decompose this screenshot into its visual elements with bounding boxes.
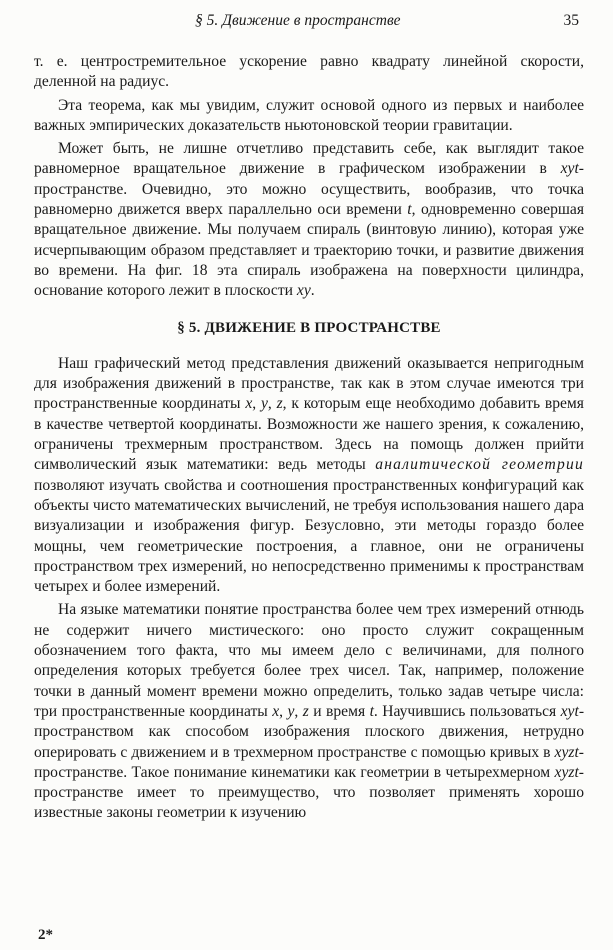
text-run: . Научившись пользоваться [373,702,561,720]
text-run: Может быть, не лишне отчетливо представить себе, как выглядит такое равномерное вращательное движение в графическом изображении в [34,140,584,178]
signature-mark: 2* [38,927,53,943]
math-variable: y [260,395,268,413]
paragraph-2 [34,96,584,137]
math-variable: xyt [560,160,579,178]
paragraph-2-text: Эта теорема, как мы увидим, служит основой одного из первых и наиболее важных эмпирических доказательств ньютоновской теории гравитации. [34,96,584,134]
math-variable: z [302,702,309,720]
paragraph-4 [34,354,584,598]
paragraph-1-text: т. е. центростремительное ускорение равно квадрату линейной скорости, деленной на радиус. [34,53,584,91]
text-run: , [252,395,261,413]
page-body [34,52,584,824]
paragraph-3 [34,139,584,301]
math-variable: xyzt [554,763,579,781]
text-run: -пространстве имеет то преимущество, что позволяет применять хорошо известные законы геометрии к изучению [34,763,584,822]
section-heading: § 5. ДВИЖЕНИЕ В ПРОСТРАНСТВЕ [177,319,441,336]
math-variable: z [276,395,283,413]
text-run: -пространством как способом изображения плоского движения, нетрудно оперировать с движением и в трехмерном пространстве с помощью кривых в [34,702,585,761]
math-variable: x [272,702,280,720]
text-run: Наш графический метод представления движений оказывается непригодным для изображения движений в пространстве, так как в этом случае имеются три пространственные координаты [34,354,584,413]
text-run: -пространстве. Такое понимание кинематики как геометрии в четырехмерном [34,743,584,781]
text-run: и время [308,702,370,720]
text-run: , к которым еще необходимо добавить время в качестве четвертой координаты. Возможности же нашего зрения, к сожалению, ограничены трехмерным пространством. Здесь на помощь должен прийти символический язык математики: ведь методы [34,395,584,474]
text-run: , [279,702,288,720]
paragraph-5 [34,600,584,823]
math-variable: x [245,395,253,413]
text-run: позволяют изучать свойства и соотношения пространственных конфигураций как объекты чисто математических вычислений, не требуя использования нашего дара визуализации и изображения фигур. Безусловно, эти методы гораздо более мощны, чем геометрические построения, а главное, они не ограничены пространством трех измерений, но непосредственно применимы к пространствам четырех и более измерений. [34,476,584,596]
text-run: . [310,282,315,300]
page-number: 35 [563,12,579,29]
running-head [195,12,579,30]
text-run: , [267,395,277,413]
paragraph-1 [34,52,584,93]
emphasized-term: аналитической геометрии [375,456,584,474]
math-variable: xy [296,282,311,300]
math-variable: xyzt [554,743,579,761]
math-variable: t [407,201,412,219]
text-run: , одновременно совершая вращательное движение. Мы получаем спираль (винтовую линию), которая уже исчерпывающим образом представляет и траекторию точки, и развитие движения во времени. На фиг. 18 эта спираль изображена на поверхности цилиндра, основание которого лежит в плоскости [34,201,584,300]
text-run: -пространстве. Очевидно, это можно осуществить, вообразив, что точка равномерно движется вверх параллельно оси времени [34,160,584,219]
running-head-title: § 5. Движение в пространстве [195,12,401,29]
text-run: , [294,702,303,720]
math-variable: y [287,702,295,720]
math-variable: xyt [560,702,579,720]
math-variable: t [369,702,374,720]
text-run: На языке математики понятие пространства более чем трех измерений отнюдь не содержит ничего мистического: оно просто служит сокращенным обозначением того факта, что мы имеем дело с величинами, для полного определения которых требуется более трех чисел. Так, например, положение точки в данный момент времени можно определить, только задав четыре числа: три пространственные координаты [34,601,584,720]
